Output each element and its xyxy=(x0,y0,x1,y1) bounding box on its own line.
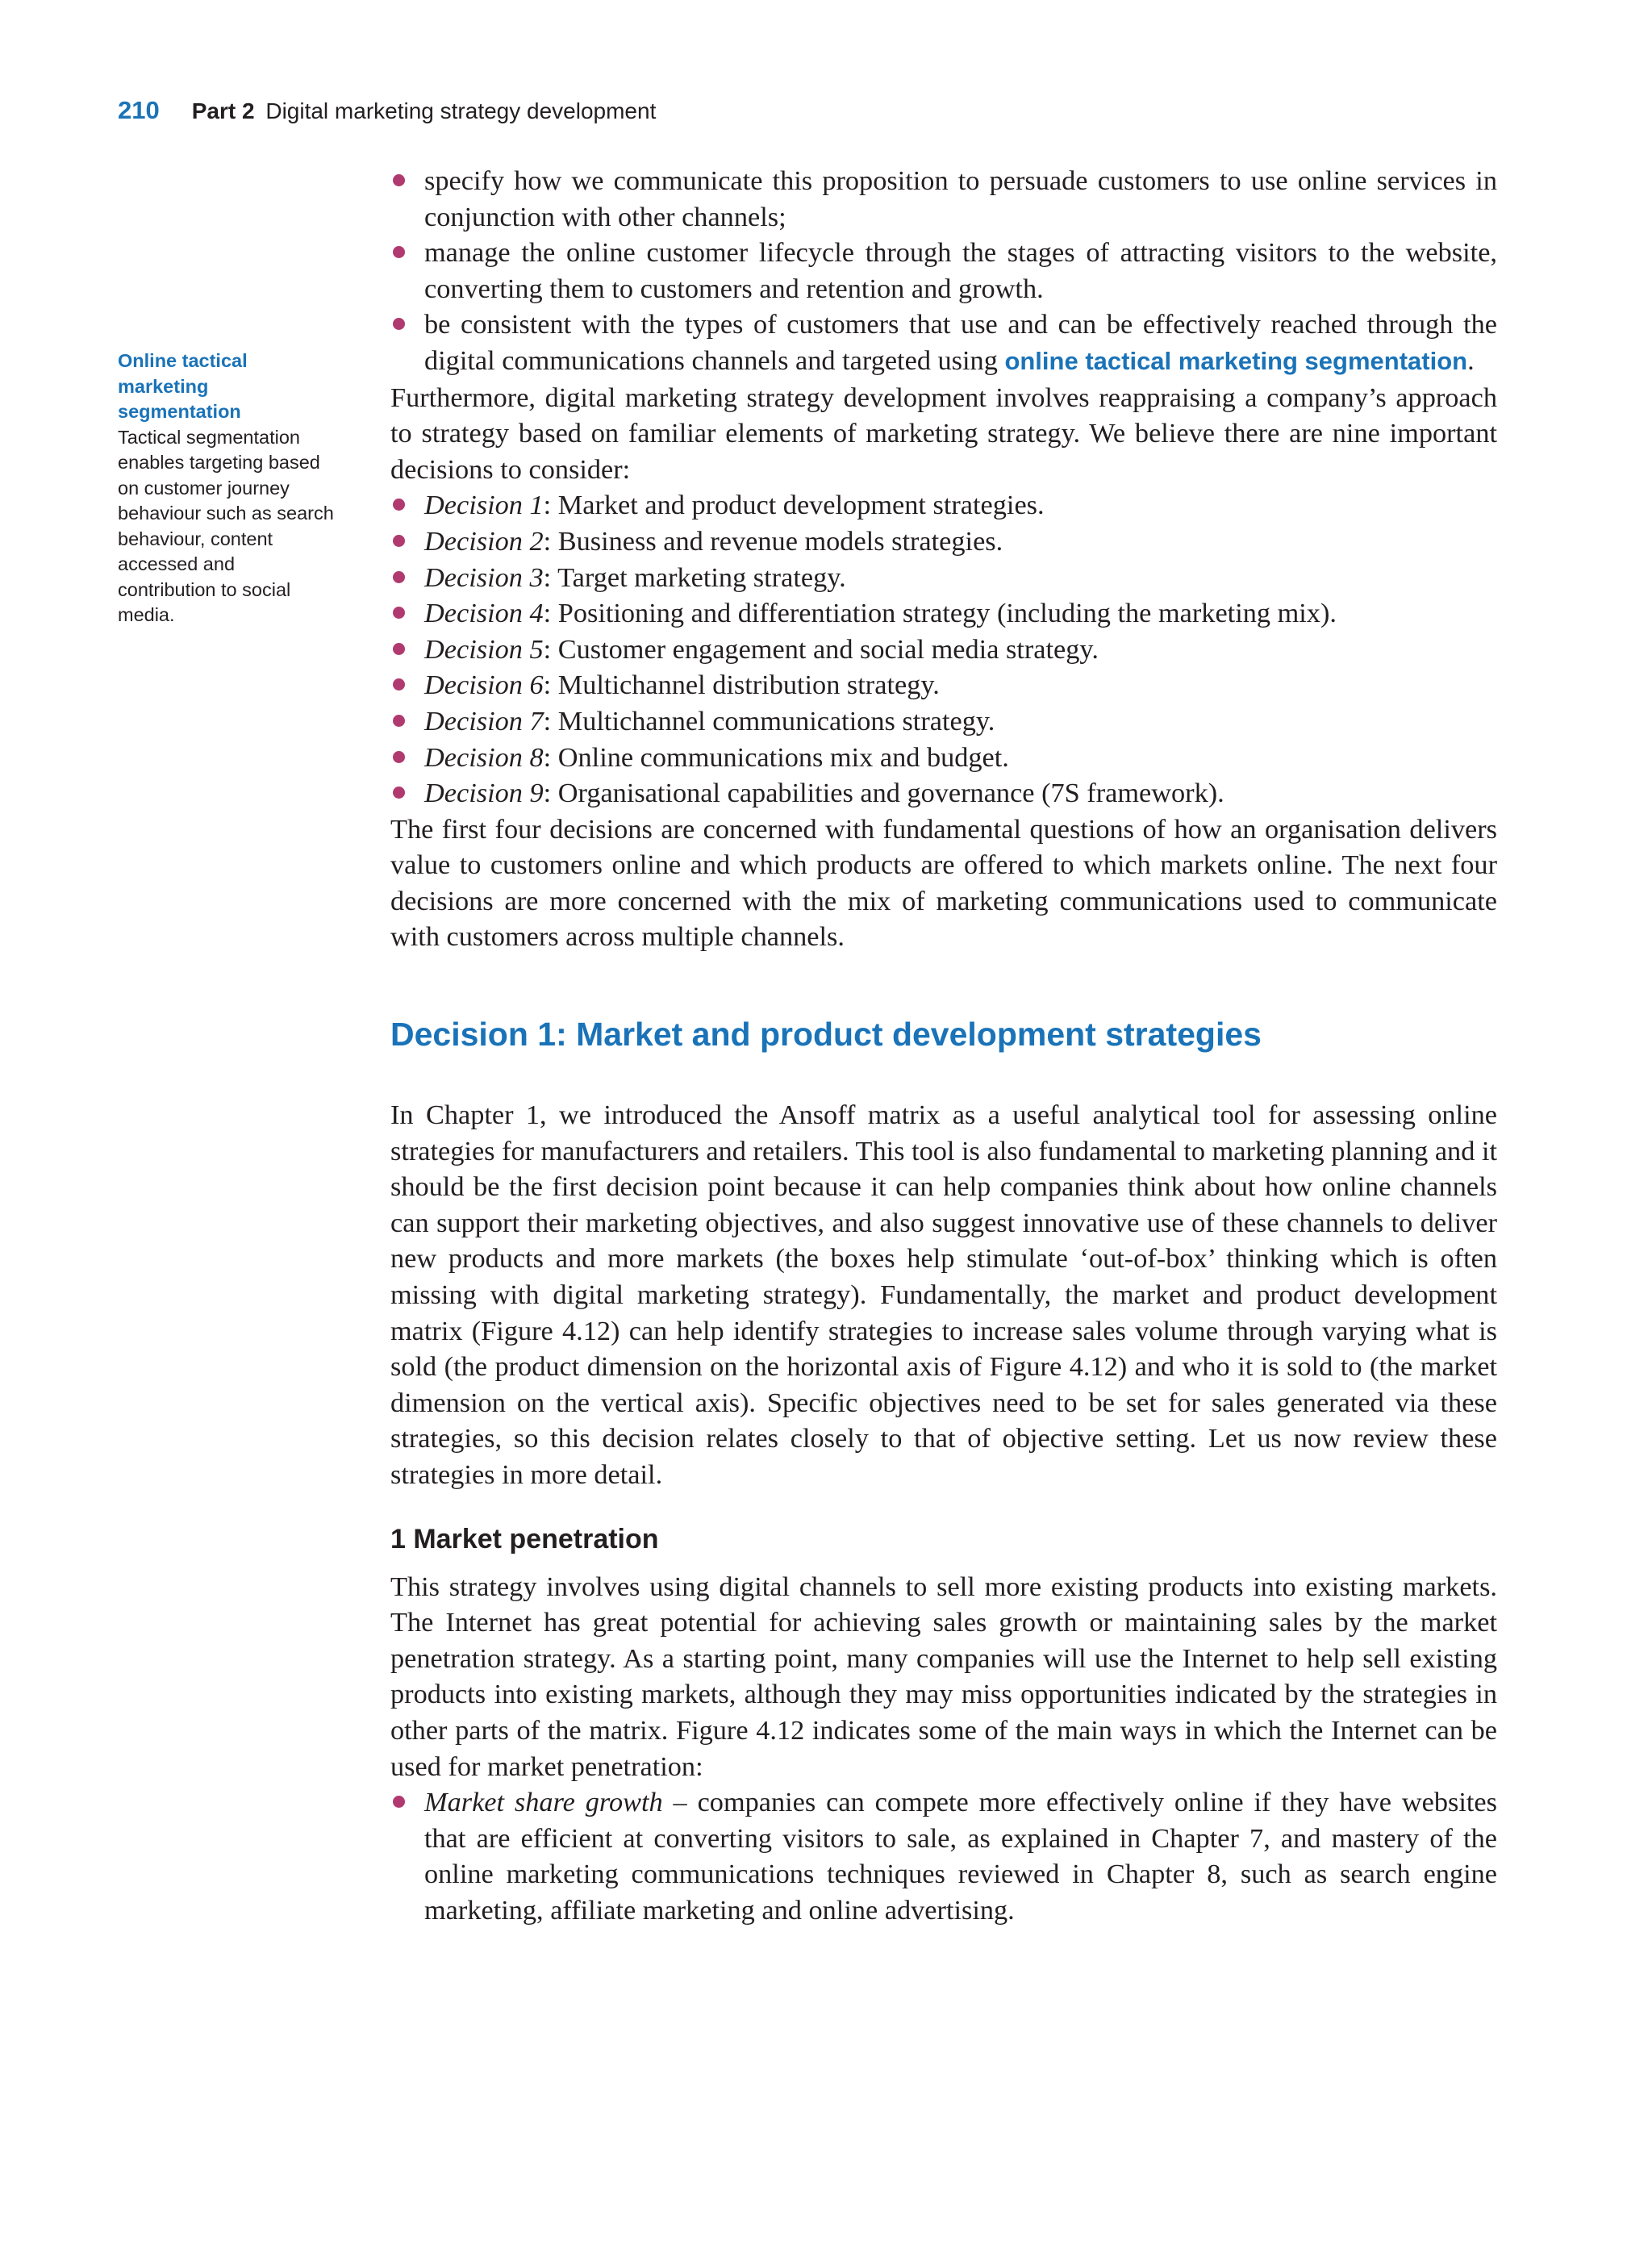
part-title: Digital marketing strategy development xyxy=(265,98,657,123)
decision-text: : Positioning and differentiation strategy (including the marketing mix). xyxy=(543,598,1337,629)
decision-text: : Market and product development strategies. xyxy=(543,490,1045,521)
list-item xyxy=(390,703,1497,740)
part-label: Part 2 xyxy=(191,98,255,123)
paragraph-penetration: This strategy involves using digital channels to sell more existing products into existing markets. The Internet has great potential for achieving sales growth or maintaining sales by the market penetration strategy. As a starting point, many companies will use the Internet to help sell existing products into existing markets, although they may miss opportunities indicated by the strategies in other parts of the matrix. Figure 4.12 indicates some of the main ways in which the Internet can be used for market penetration: xyxy=(390,1571,1497,1782)
margin-glossary-note xyxy=(118,348,336,628)
decision-text: : Business and revenue models strategies. xyxy=(543,525,1003,557)
glossary-term-link[interactable]: online tactical marketing segmentation xyxy=(1004,346,1468,375)
sub-heading: 1 Market penetration xyxy=(390,1523,659,1554)
decision-label: Decision 8 xyxy=(424,741,544,773)
decision-text: : Multichannel distribution strategy. xyxy=(543,670,940,701)
decision-label: Decision 4 xyxy=(424,598,544,629)
list-item xyxy=(390,487,1497,524)
list-item xyxy=(390,1784,1497,1928)
decision-label: Decision 9 xyxy=(424,778,544,809)
list-item xyxy=(390,235,1497,307)
list-item-text: specify how we communicate this proposition to persuade customers to use online services in conjunction with other channels; xyxy=(424,165,1497,232)
list-item xyxy=(390,163,1497,235)
running-header xyxy=(118,90,656,131)
decision-text: : Online communications mix and budget. xyxy=(543,741,1009,773)
list-item-text: . xyxy=(1467,344,1475,376)
decision-label: Decision 7 xyxy=(424,705,544,737)
intro-bullet-list xyxy=(390,163,1497,380)
margin-note-title: Online tactical marketing segmentation xyxy=(118,350,248,422)
decision-text: : Target marketing strategy. xyxy=(543,561,846,593)
paragraph-furthermore: Furthermore, digital marketing strategy development involves reappraising a company’s approach to strategy based on familiar elements of marketing strategy. We believe there are nine important decisions to consider: xyxy=(390,382,1497,485)
decision-text: : Organisational capabilities and governance (7S framework). xyxy=(543,778,1224,809)
decision-text: : Customer engagement and social media strategy. xyxy=(543,633,1099,665)
bullet-text: – companies can compete more effectively online if they have websites that are efficient at converting visitors to sale, as explained in Chapter 7, and mastery of the online marketing communications techniques reviewed in Chapter 8, such as search engine marketing, affiliate marketing and online advertising. xyxy=(424,1787,1497,1926)
list-item xyxy=(390,667,1497,703)
margin-note-body: Tactical segmentation enables targeting based on customer journey behaviour such as search behaviour, content accessed and contribution to social media. xyxy=(118,426,334,625)
paragraph-first-four: The first four decisions are concerned with fundamental questions of how an organisation delivers value to customers online and which products are offered to which markets online. The next four decisions are more concerned with the mix of marketing communications used to communicate with customers across multiple channels. xyxy=(390,813,1497,953)
decision-label: Decision 5 xyxy=(424,633,544,665)
list-item xyxy=(390,560,1497,596)
list-item xyxy=(390,307,1497,379)
decision-label: Decision 6 xyxy=(424,670,544,701)
bullet-label: Market share growth xyxy=(424,1787,663,1818)
section-heading: Decision 1: Market and product development strategies xyxy=(390,1016,1262,1054)
list-item xyxy=(390,524,1497,560)
decision-label: Decision 3 xyxy=(424,561,544,593)
list-item xyxy=(390,740,1497,776)
list-item xyxy=(390,595,1497,632)
list-item xyxy=(390,632,1497,668)
decisions-list xyxy=(390,487,1497,811)
decision-label: Decision 1 xyxy=(424,490,544,521)
list-item-text: be consistent with the types of customers that use and can be effectively reached through the digital communications channels and targeted using xyxy=(424,309,1497,376)
list-item-text: manage the online customer lifecycle through the stages of attracting visitors to the website, converting them to customers and retention and growth. xyxy=(424,237,1497,304)
decision-text: : Multichannel communications strategy. xyxy=(543,705,995,737)
page-number: 210 xyxy=(118,96,160,124)
decision-label: Decision 2 xyxy=(424,525,544,557)
main-text-column xyxy=(390,163,1497,1929)
list-item xyxy=(390,775,1497,812)
paragraph-ansoff: In Chapter 1, we introduced the Ansoff matrix as a useful analytical tool for assessing online strategies for manufacturers and retailers. This tool is also fundamental to marketing planning and it should be the first decision point because it can help companies think about how online channels can support their marketing objectives, and also suggest innovative use of these channels to deliver new products and more markets (the boxes help stimulate ‘out-of-box’ thinking which is often missing with digital marketing strategy). Fundamentally, the market and product development matrix (Figure 4.12) can help identify strategies to increase sales volume through varying what is sold (the product dimension on the horizontal axis of Figure 4.12) and who it is sold to (the market dimension on the vertical axis). Specific objectives need to be set for sales generated via these strategies, so this decision relates closely to that of objective setting. Let us now review these strategies in more detail. xyxy=(390,1100,1497,1490)
penetration-bullet-list xyxy=(390,1784,1497,1928)
